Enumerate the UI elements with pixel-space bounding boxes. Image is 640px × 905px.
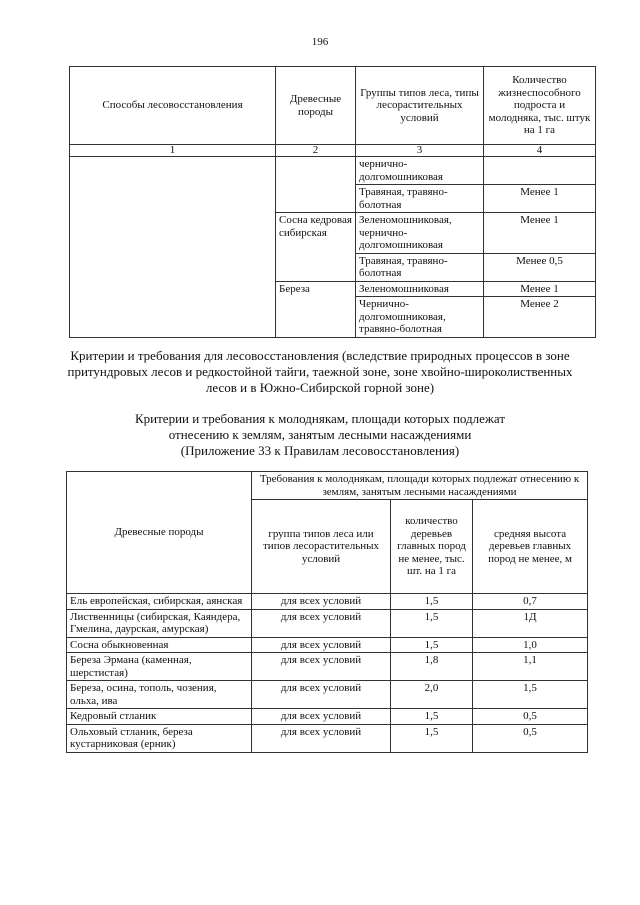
table-row — [67, 609, 588, 637]
header-forest-types: Группы типов леса, типы лесорастительных условий — [356, 67, 484, 145]
column-number: 3 — [356, 145, 484, 157]
conditions-cell: для всех условий — [252, 653, 391, 681]
height-cell: 0,5 — [473, 709, 588, 725]
reforestation-methods-table — [69, 66, 596, 338]
conditions-cell: для всех условий — [252, 637, 391, 653]
heading-line: Критерии и требования к молоднякам, площади которых подлежат — [134, 411, 506, 426]
species-cell: Кедровый стланик — [67, 709, 252, 725]
subheader-tree-count: количество деревьев главных пород не менее, тыс. шт. на 1 га — [391, 500, 473, 594]
table-header-row — [67, 472, 588, 500]
reforestation-criteria-heading: Критерии и требования для лесовосстановления (вследствие природных процессов в зоне притундровых лесов и редкостойной тайги, таежной зоне, зоне хвойно-широколиственных лесов и в Южно-Сибирской горной зоне) — [67, 348, 573, 395]
header-methods: Способы лесовосстановления — [70, 67, 276, 145]
header-species: Древесные породы — [67, 472, 252, 594]
header-quantity: Количество жизнеспособного подроста и молодняка, тыс. штук на 1 га — [484, 67, 596, 145]
height-cell: 1,1 — [473, 653, 588, 681]
height-cell: 0,5 — [473, 724, 588, 752]
species-cell: Лиственницы (сибирская, Каяндера, Гмелина, даурская, амурская) — [67, 609, 252, 637]
height-cell: 0,7 — [473, 594, 588, 610]
subheader-forest-group: группа типов леса или типов лесорастительных условий — [252, 500, 391, 594]
species-cell: Ольховый стланик, береза кустарниковая (ерник) — [67, 724, 252, 752]
table-row — [67, 653, 588, 681]
column-number: 1 — [70, 145, 276, 157]
table-row — [70, 157, 596, 185]
subheader-average-height: средняя высота деревьев главных пород не менее, м — [473, 500, 588, 594]
count-cell: 1,5 — [391, 637, 473, 653]
header-species: Древесные породы — [276, 67, 356, 145]
count-cell: 1,8 — [391, 653, 473, 681]
quantity-cell: Менее 1 — [484, 213, 596, 254]
count-cell: 1,5 — [391, 609, 473, 637]
quantity-cell: Менее 0,5 — [484, 253, 596, 281]
conditions-cell: для всех условий — [252, 724, 391, 752]
table-header-row — [70, 67, 596, 145]
heading-line: отнесению к землям, занятым лесными насаждениями — [168, 427, 472, 442]
species-cell: Ель европейская, сибирская, аянская — [67, 594, 252, 610]
column-number: 4 — [484, 145, 596, 157]
species-cell: Сосна обыкновенная — [67, 637, 252, 653]
quantity-cell: Менее 1 — [484, 281, 596, 297]
column-number-row — [70, 145, 596, 157]
conditions-cell: для всех условий — [252, 609, 391, 637]
young-stands-requirements-table — [66, 471, 588, 753]
forest-type-cell: Травяная, травяно-болотная — [356, 253, 484, 281]
count-cell: 1,5 — [391, 709, 473, 725]
forest-type-cell: Травяная, травяно-болотная — [356, 185, 484, 213]
height-cell: 1Д — [473, 609, 588, 637]
species-cell: Береза Эрмана (каменная, шерстистая) — [67, 653, 252, 681]
header-requirements: Требования к молоднякам, площади которых подлежат отнесению к землям, занятым лесными насаждениями — [252, 472, 588, 500]
quantity-cell: Менее 1 — [484, 185, 596, 213]
quantity-cell: Менее 2 — [484, 297, 596, 338]
conditions-cell: для всех условий — [252, 709, 391, 725]
species-cell: Сосна кедровая сибирская — [276, 213, 356, 282]
table-row — [67, 637, 588, 653]
conditions-cell: для всех условий — [252, 594, 391, 610]
forest-type-cell: чернично-долгомошниковая — [356, 157, 484, 185]
table-row — [67, 724, 588, 752]
count-cell: 2,0 — [391, 681, 473, 709]
count-cell: 1,5 — [391, 724, 473, 752]
page-number: 196 — [311, 36, 329, 48]
count-cell: 1,5 — [391, 594, 473, 610]
forest-type-cell: Чернично-долгомошниковая, травяно-болотная — [356, 297, 484, 338]
species-cell: Береза, осина, тополь, чозения, ольха, ива — [67, 681, 252, 709]
heading-line: (Приложение 33 к Правилам лесовосстановления) — [180, 443, 460, 458]
table-row — [67, 594, 588, 610]
species-cell: Береза — [276, 281, 356, 337]
height-cell: 1,5 — [473, 681, 588, 709]
conditions-cell: для всех условий — [252, 681, 391, 709]
species-cell — [276, 157, 356, 213]
methods-cell — [70, 157, 276, 338]
column-number: 2 — [276, 145, 356, 157]
table-row — [67, 709, 588, 725]
forest-type-cell: Зеленомошниковая — [356, 281, 484, 297]
height-cell: 1,0 — [473, 637, 588, 653]
quantity-cell — [484, 157, 596, 185]
table-row — [67, 681, 588, 709]
forest-type-cell: Зеленомошниковая, чернично-долгомошниковая — [356, 213, 484, 254]
young-stands-criteria-heading — [60, 411, 580, 459]
